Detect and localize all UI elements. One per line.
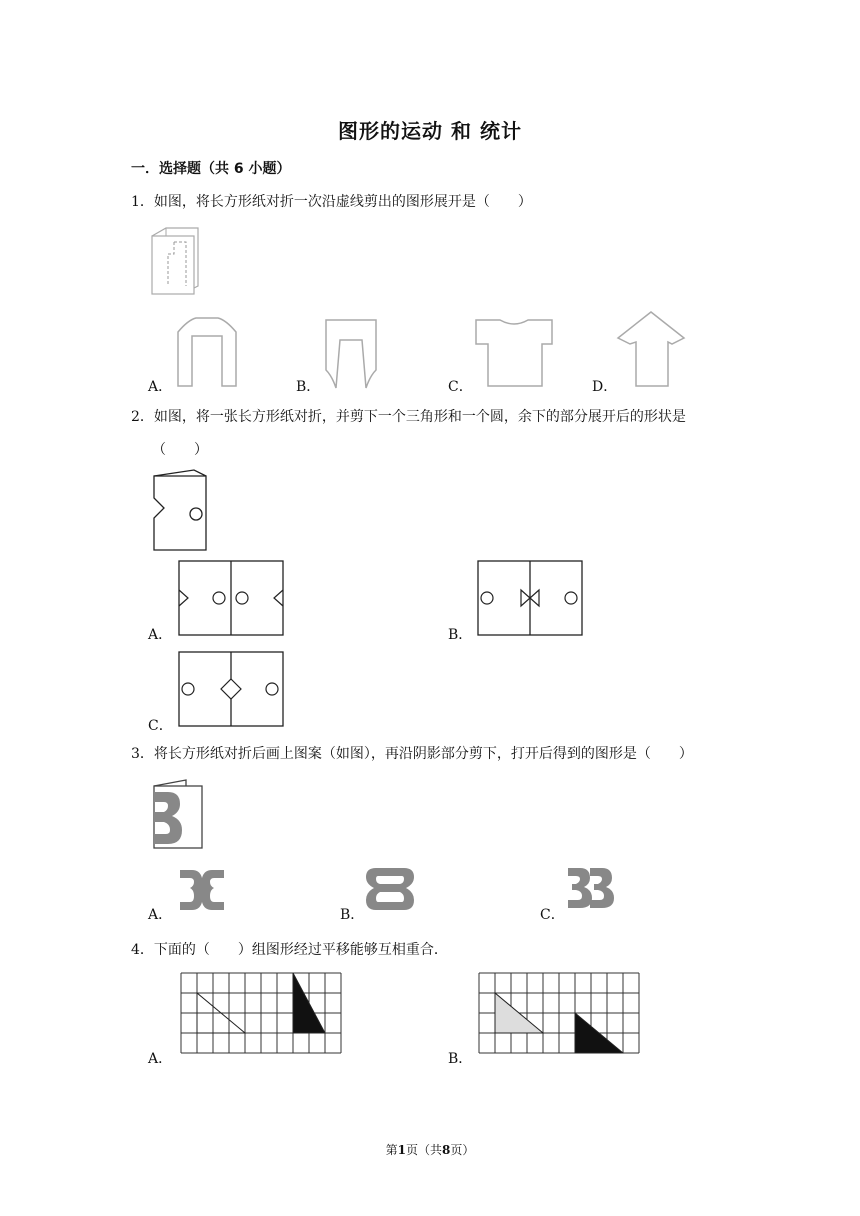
question-1: [131, 191, 532, 211]
question-number: 4．: [131, 942, 154, 958]
q4-option-b-grid-figure[interactable]: [478, 971, 642, 1055]
question-number: 1．: [131, 194, 154, 210]
question-number: 2．: [131, 409, 154, 425]
q2-option-a-label[interactable]: A．: [148, 627, 173, 643]
q1-option-c-label[interactable]: C．: [448, 379, 473, 395]
question-number: 3．: [131, 746, 154, 762]
q3-option-a-figure[interactable]: [176, 866, 228, 914]
footer-page-number: 1: [397, 1143, 406, 1157]
question-text: 如图，将一张长方形纸对折，并剪下一个三角形和一个圆，余下的部分展开后的形状是: [153, 409, 686, 425]
q1-option-d-label[interactable]: D．: [592, 379, 618, 395]
question-2: [131, 406, 686, 426]
page-title: 图形的运动 和 统计: [338, 119, 522, 143]
question-2-answer-blank: （ ）: [152, 442, 208, 458]
q4-option-a-grid-figure[interactable]: [180, 971, 344, 1055]
q2-folded-paper-figure: [150, 468, 212, 554]
q1-folded-paper-figure: [148, 226, 208, 296]
question-text: 如图，将长方形纸对折一次沿虚线剪出的图形展开是（ ）: [153, 194, 532, 210]
q3-option-c-label[interactable]: C．: [540, 907, 565, 923]
question-text: 下面的（ ）组图形经过平移能够互相重合．: [153, 942, 448, 958]
footer-middle: 页（共: [405, 1143, 442, 1157]
q1-option-a-label[interactable]: A．: [148, 379, 173, 395]
q2-option-b-label[interactable]: B．: [448, 627, 473, 643]
q2-option-b-figure[interactable]: [477, 560, 583, 636]
q3-option-a-label[interactable]: A．: [148, 907, 173, 923]
q1-option-b-label[interactable]: B．: [296, 379, 321, 395]
footer-suffix: 页）: [450, 1143, 475, 1157]
q1-option-b-figure[interactable]: [322, 318, 380, 390]
q3-folded-paper-figure: [150, 776, 206, 852]
footer-prefix: 第: [385, 1143, 398, 1157]
question-4: [131, 939, 448, 959]
question-3: [131, 743, 693, 763]
q1-option-d-figure[interactable]: [616, 310, 686, 388]
q4-option-b-label[interactable]: B．: [448, 1051, 473, 1067]
q3-option-b-figure[interactable]: [364, 864, 416, 914]
q2-option-c-label[interactable]: C．: [148, 718, 173, 734]
q1-option-c-figure[interactable]: [474, 316, 554, 388]
q2-option-a-figure[interactable]: [178, 560, 284, 636]
q3-option-c-figure[interactable]: [566, 864, 618, 912]
q1-option-a-figure[interactable]: [174, 316, 240, 388]
q2-option-c-figure[interactable]: [178, 651, 284, 727]
section-heading: 一．选择题（共 6 小题）: [131, 161, 291, 177]
page-footer: [0, 1141, 860, 1158]
q3-option-b-label[interactable]: B．: [340, 907, 365, 923]
question-text: 将长方形纸对折后画上图案（如图），再沿阴影部分剪下，打开后得到的图形是（ ）: [153, 746, 693, 762]
footer-total-pages: 8: [442, 1143, 451, 1157]
q4-option-a-label[interactable]: A．: [148, 1051, 173, 1067]
